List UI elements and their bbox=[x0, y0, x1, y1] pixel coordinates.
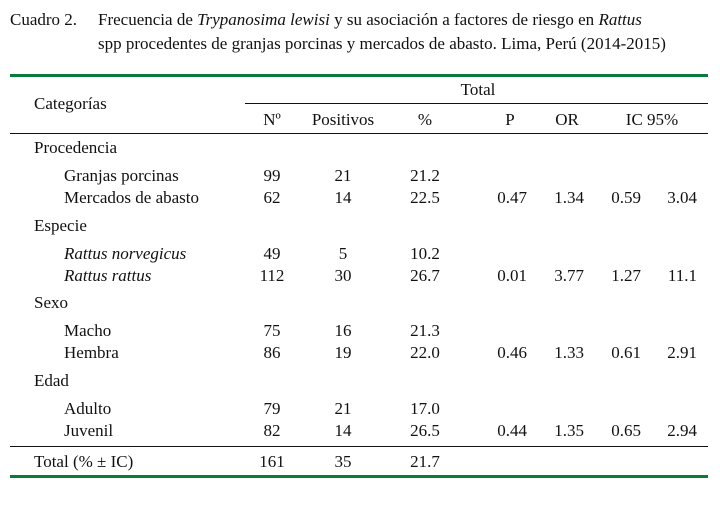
cell-ic-low: 0.61 bbox=[611, 343, 641, 362]
row-label: Granjas porcinas bbox=[64, 166, 179, 185]
cell-positivos: 21 bbox=[334, 399, 352, 418]
total-n: 161 bbox=[259, 452, 285, 471]
cell-ic-low: 0.59 bbox=[611, 188, 641, 207]
row-label: Rattus rattus bbox=[64, 266, 152, 285]
caption-text: y su asociación a factores de riesgo en bbox=[329, 10, 599, 29]
cell-percent: 17.0 bbox=[410, 399, 440, 418]
header-or: OR bbox=[555, 110, 579, 129]
cell-n: 62 bbox=[263, 188, 281, 207]
row-label: Rattus norvegicus bbox=[64, 244, 187, 263]
cell-ic-high: 11.1 bbox=[667, 266, 697, 285]
header-ic: IC 95% bbox=[625, 110, 679, 129]
row-label: Macho bbox=[64, 321, 112, 340]
cell-ic-high: 2.94 bbox=[667, 421, 697, 440]
cell-n: 75 bbox=[263, 321, 281, 340]
cell-positivos: 14 bbox=[334, 421, 352, 440]
cell-ic-low: 1.27 bbox=[611, 266, 641, 285]
row-label: Mercados de abasto bbox=[64, 188, 200, 207]
cell-positivos: 5 bbox=[338, 244, 348, 263]
group-title: Procedencia bbox=[34, 138, 118, 157]
total-header-rule bbox=[245, 103, 708, 104]
cell-positivos: 30 bbox=[334, 266, 352, 285]
cell-n: 82 bbox=[263, 421, 281, 440]
total-percent: 21.7 bbox=[410, 452, 440, 471]
total-positivos: 35 bbox=[334, 452, 352, 471]
cell-n: 112 bbox=[259, 266, 285, 285]
cell-or: 1.34 bbox=[554, 188, 584, 207]
cell-ic-low: 0.65 bbox=[611, 421, 641, 440]
cell-ic-high: 2.91 bbox=[667, 343, 697, 362]
header-n: Nº bbox=[263, 110, 281, 129]
cell-percent: 22.5 bbox=[410, 188, 440, 207]
cell-p: 0.44 bbox=[497, 421, 527, 440]
caption-line-2: spp procedentes de granjas porcinas y mercados de abasto. Lima, Perú (2014-2015) bbox=[98, 34, 666, 53]
cell-percent: 26.5 bbox=[410, 421, 440, 440]
cell-positivos: 14 bbox=[334, 188, 352, 207]
cell-n: 49 bbox=[263, 244, 281, 263]
cell-p: 0.47 bbox=[497, 188, 527, 207]
row-label: Juvenil bbox=[64, 421, 114, 440]
caption-line-1 bbox=[10, 8, 710, 32]
cell-or: 3.77 bbox=[554, 266, 584, 285]
total-row-rule bbox=[10, 446, 708, 447]
cell-positivos: 21 bbox=[334, 166, 352, 185]
header-categorias: Categorías bbox=[34, 94, 107, 113]
cell-percent: 21.3 bbox=[410, 321, 440, 340]
cell-p: 0.46 bbox=[497, 343, 527, 362]
row-label: Adulto bbox=[64, 399, 112, 418]
caption-species: Trypanosima lewisi bbox=[197, 10, 330, 29]
cell-positivos: 19 bbox=[334, 343, 352, 362]
group-title: Edad bbox=[34, 371, 69, 390]
cell-positivos: 16 bbox=[334, 321, 352, 340]
group-title: Especie bbox=[34, 216, 87, 235]
cell-p: 0.01 bbox=[497, 266, 527, 285]
header-percent: % bbox=[417, 110, 433, 129]
cell-percent: 21.2 bbox=[410, 166, 440, 185]
total-label: Total (% ± IC) bbox=[34, 452, 134, 471]
cell-n: 99 bbox=[263, 166, 281, 185]
table-bottom-rule bbox=[10, 475, 708, 478]
cell-percent: 26.7 bbox=[410, 266, 440, 285]
cell-or: 1.35 bbox=[554, 421, 584, 440]
header-total: Total bbox=[460, 80, 496, 99]
caption-label: Cuadro 2. bbox=[10, 10, 78, 29]
group-title: Sexo bbox=[34, 293, 68, 312]
cell-n: 86 bbox=[263, 343, 281, 362]
cell-percent: 10.2 bbox=[410, 244, 440, 263]
cell-n: 79 bbox=[263, 399, 281, 418]
caption-text: Frecuencia de bbox=[98, 10, 198, 29]
header-positivos: Positivos bbox=[311, 110, 375, 129]
table-top-rule bbox=[10, 74, 708, 77]
table-caption bbox=[10, 8, 710, 56]
cell-ic-high: 3.04 bbox=[667, 188, 697, 207]
caption-genus: Rattus bbox=[598, 10, 642, 29]
row-label: Hembra bbox=[64, 343, 119, 362]
cell-or: 1.33 bbox=[554, 343, 584, 362]
header-p: P bbox=[505, 110, 515, 129]
cell-percent: 22.0 bbox=[410, 343, 440, 362]
header-bottom-rule bbox=[10, 133, 708, 134]
